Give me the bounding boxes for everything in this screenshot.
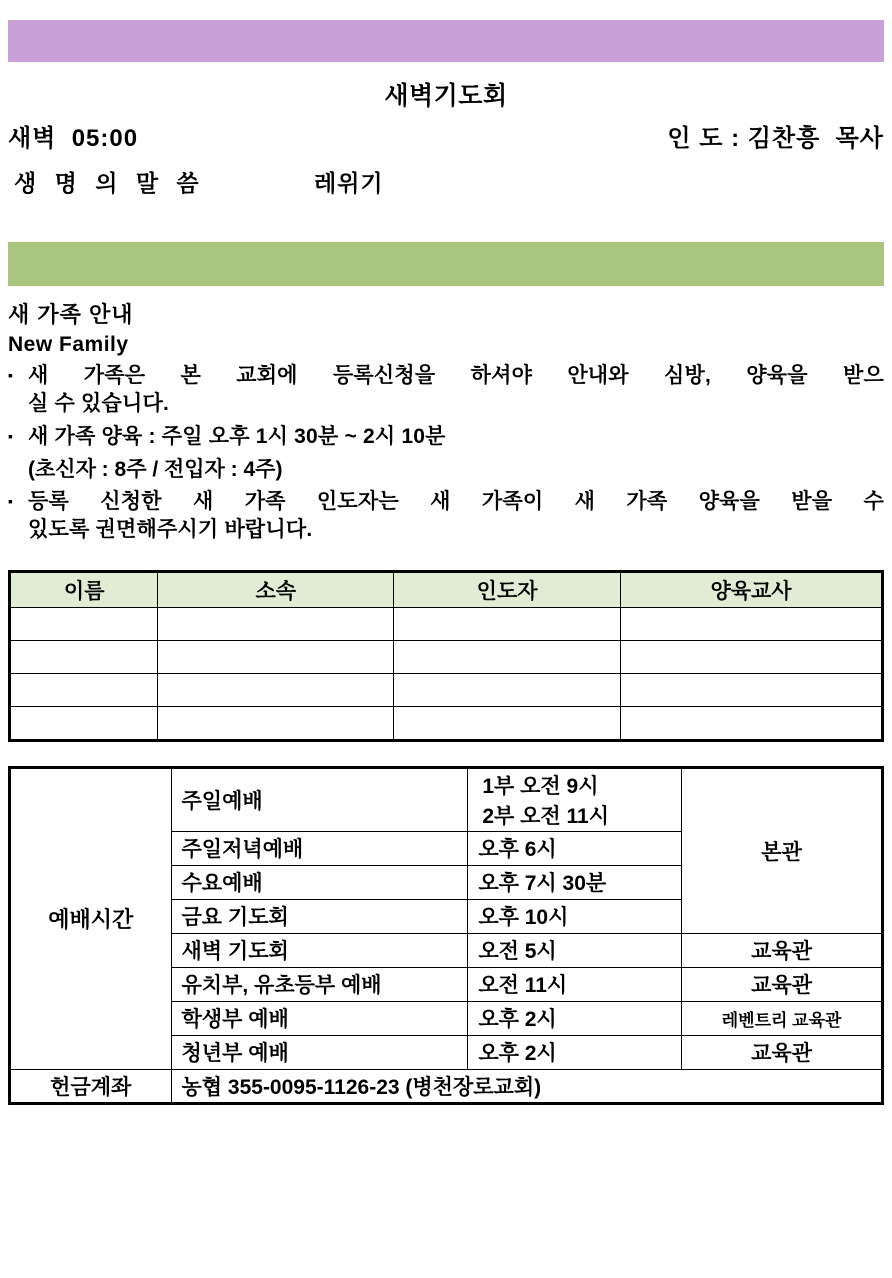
column-header-name: 이름	[10, 571, 158, 607]
cell-guide[interactable]	[394, 706, 621, 740]
word-of-life-row	[8, 165, 884, 198]
column-header-guide: 인도자	[394, 571, 621, 607]
service-name-kindergarten: 유치부, 유초등부 예배	[171, 967, 468, 1001]
bullet-line-3b: 있도록 권면해주시기 바랍니다.	[28, 517, 313, 541]
cell-affiliation[interactable]	[158, 706, 394, 740]
list-item	[8, 362, 884, 418]
bullet-square-icon: ▪	[8, 492, 14, 509]
dawn-service-info-row	[8, 118, 884, 153]
column-header-teacher: 양육교사	[621, 571, 883, 607]
service-name-wednesday: 수요예배	[171, 865, 468, 899]
service-name-friday-prayer: 금요 기도회	[171, 899, 468, 933]
dawn-service-leader: 인 도 : 김찬흥 목사	[667, 125, 884, 152]
list-item	[8, 488, 884, 544]
service-place-youth: 교육관	[682, 1035, 883, 1069]
new-family-course-note: (초신자 : 8주 / 전입자 : 4주)	[28, 457, 283, 481]
service-time-sunday-evening: 오후 6시	[468, 831, 682, 865]
service-time-wednesday: 오후 7시 30분	[468, 865, 682, 899]
cell-teacher[interactable]	[621, 640, 883, 673]
bullet-line-3a: 등록 신청한 새 가족 인도자는 새 가족이 새 가족 양육을 받을 수	[28, 489, 884, 513]
purple-divider-band	[8, 20, 884, 62]
column-header-affiliation: 소속	[158, 571, 394, 607]
service-time-dawn-prayer: 오전 5시	[468, 933, 682, 967]
schedule-section-label: 예배시간	[10, 767, 172, 1069]
service-time-sunday-line1: 1부 오전 9시	[482, 774, 599, 798]
table-row[interactable]	[10, 607, 883, 640]
new-family-title-en: New Family	[8, 333, 129, 356]
new-family-registration-table	[8, 570, 884, 742]
service-time-students: 오후 2시	[468, 1001, 682, 1035]
service-name-sunday-evening: 주일저녁예배	[171, 831, 468, 865]
service-time-friday-prayer: 오후 10시	[468, 899, 682, 933]
service-name-dawn-prayer: 새벽 기도회	[171, 933, 468, 967]
new-family-title-ko: 새 가족 안내	[8, 302, 134, 327]
offering-account-value: 농협 355-0095-1126-23 (병천장로교회)	[171, 1069, 883, 1103]
cell-teacher[interactable]	[621, 607, 883, 640]
cell-name[interactable]	[10, 673, 158, 706]
table-row[interactable]	[10, 706, 883, 740]
new-family-bullet-list	[8, 362, 884, 544]
service-name-sunday: 주일예배	[171, 767, 468, 831]
dawn-service-time: 새벽 05:00	[8, 125, 139, 152]
cell-name[interactable]	[10, 640, 158, 673]
word-of-life-label: 생 명 의 말 씀	[14, 170, 205, 196]
bullet-line-2a: 새 가족 양육 : 주일 오후 1시 30분 ~ 2시 10분	[28, 424, 446, 448]
cell-guide[interactable]	[394, 673, 621, 706]
table-header-row	[10, 571, 883, 607]
service-place-students: 레벤트리 교육관	[682, 1001, 883, 1035]
service-place-dawn-prayer: 교육관	[682, 933, 883, 967]
service-place-main: 본관	[682, 767, 883, 933]
cell-teacher[interactable]	[621, 706, 883, 740]
cell-affiliation[interactable]	[158, 673, 394, 706]
bullet-square-icon: ▪	[8, 427, 14, 444]
service-name-youth: 청년부 예배	[171, 1035, 468, 1069]
cell-guide[interactable]	[394, 640, 621, 673]
list-item	[8, 423, 884, 451]
table-row	[10, 767, 883, 831]
service-time-sunday	[468, 767, 682, 831]
cell-affiliation[interactable]	[158, 607, 394, 640]
bullet-line-1a: 새 가족은 본 교회에 등록신청을 하셔야 안내와 심방, 양육을 받으	[28, 364, 884, 387]
service-name-students: 학생부 예배	[171, 1001, 468, 1035]
cell-name[interactable]	[10, 706, 158, 740]
cell-teacher[interactable]	[621, 673, 883, 706]
table-row[interactable]	[10, 640, 883, 673]
table-row[interactable]	[10, 673, 883, 706]
green-divider-band	[8, 242, 884, 286]
table-row	[10, 1069, 883, 1103]
cell-affiliation[interactable]	[158, 640, 394, 673]
worship-schedule-table	[8, 766, 884, 1105]
service-time-sunday-line2: 2부 오전 11시	[482, 804, 610, 828]
bulletin-page	[0, 20, 892, 1278]
cell-guide[interactable]	[394, 607, 621, 640]
bullet-square-icon: ▪	[8, 367, 14, 383]
service-time-youth: 오후 2시	[468, 1035, 682, 1069]
cell-name[interactable]	[10, 607, 158, 640]
bullet-line-1b: 실 수 있습니다.	[28, 391, 170, 415]
word-of-life-book: 레위기	[314, 170, 384, 196]
service-time-kindergarten: 오전 11시	[468, 967, 682, 1001]
dawn-service-title: 새벽기도회	[384, 82, 508, 110]
offering-account-label: 헌금계좌	[10, 1069, 172, 1103]
service-place-kindergarten: 교육관	[682, 967, 883, 1001]
